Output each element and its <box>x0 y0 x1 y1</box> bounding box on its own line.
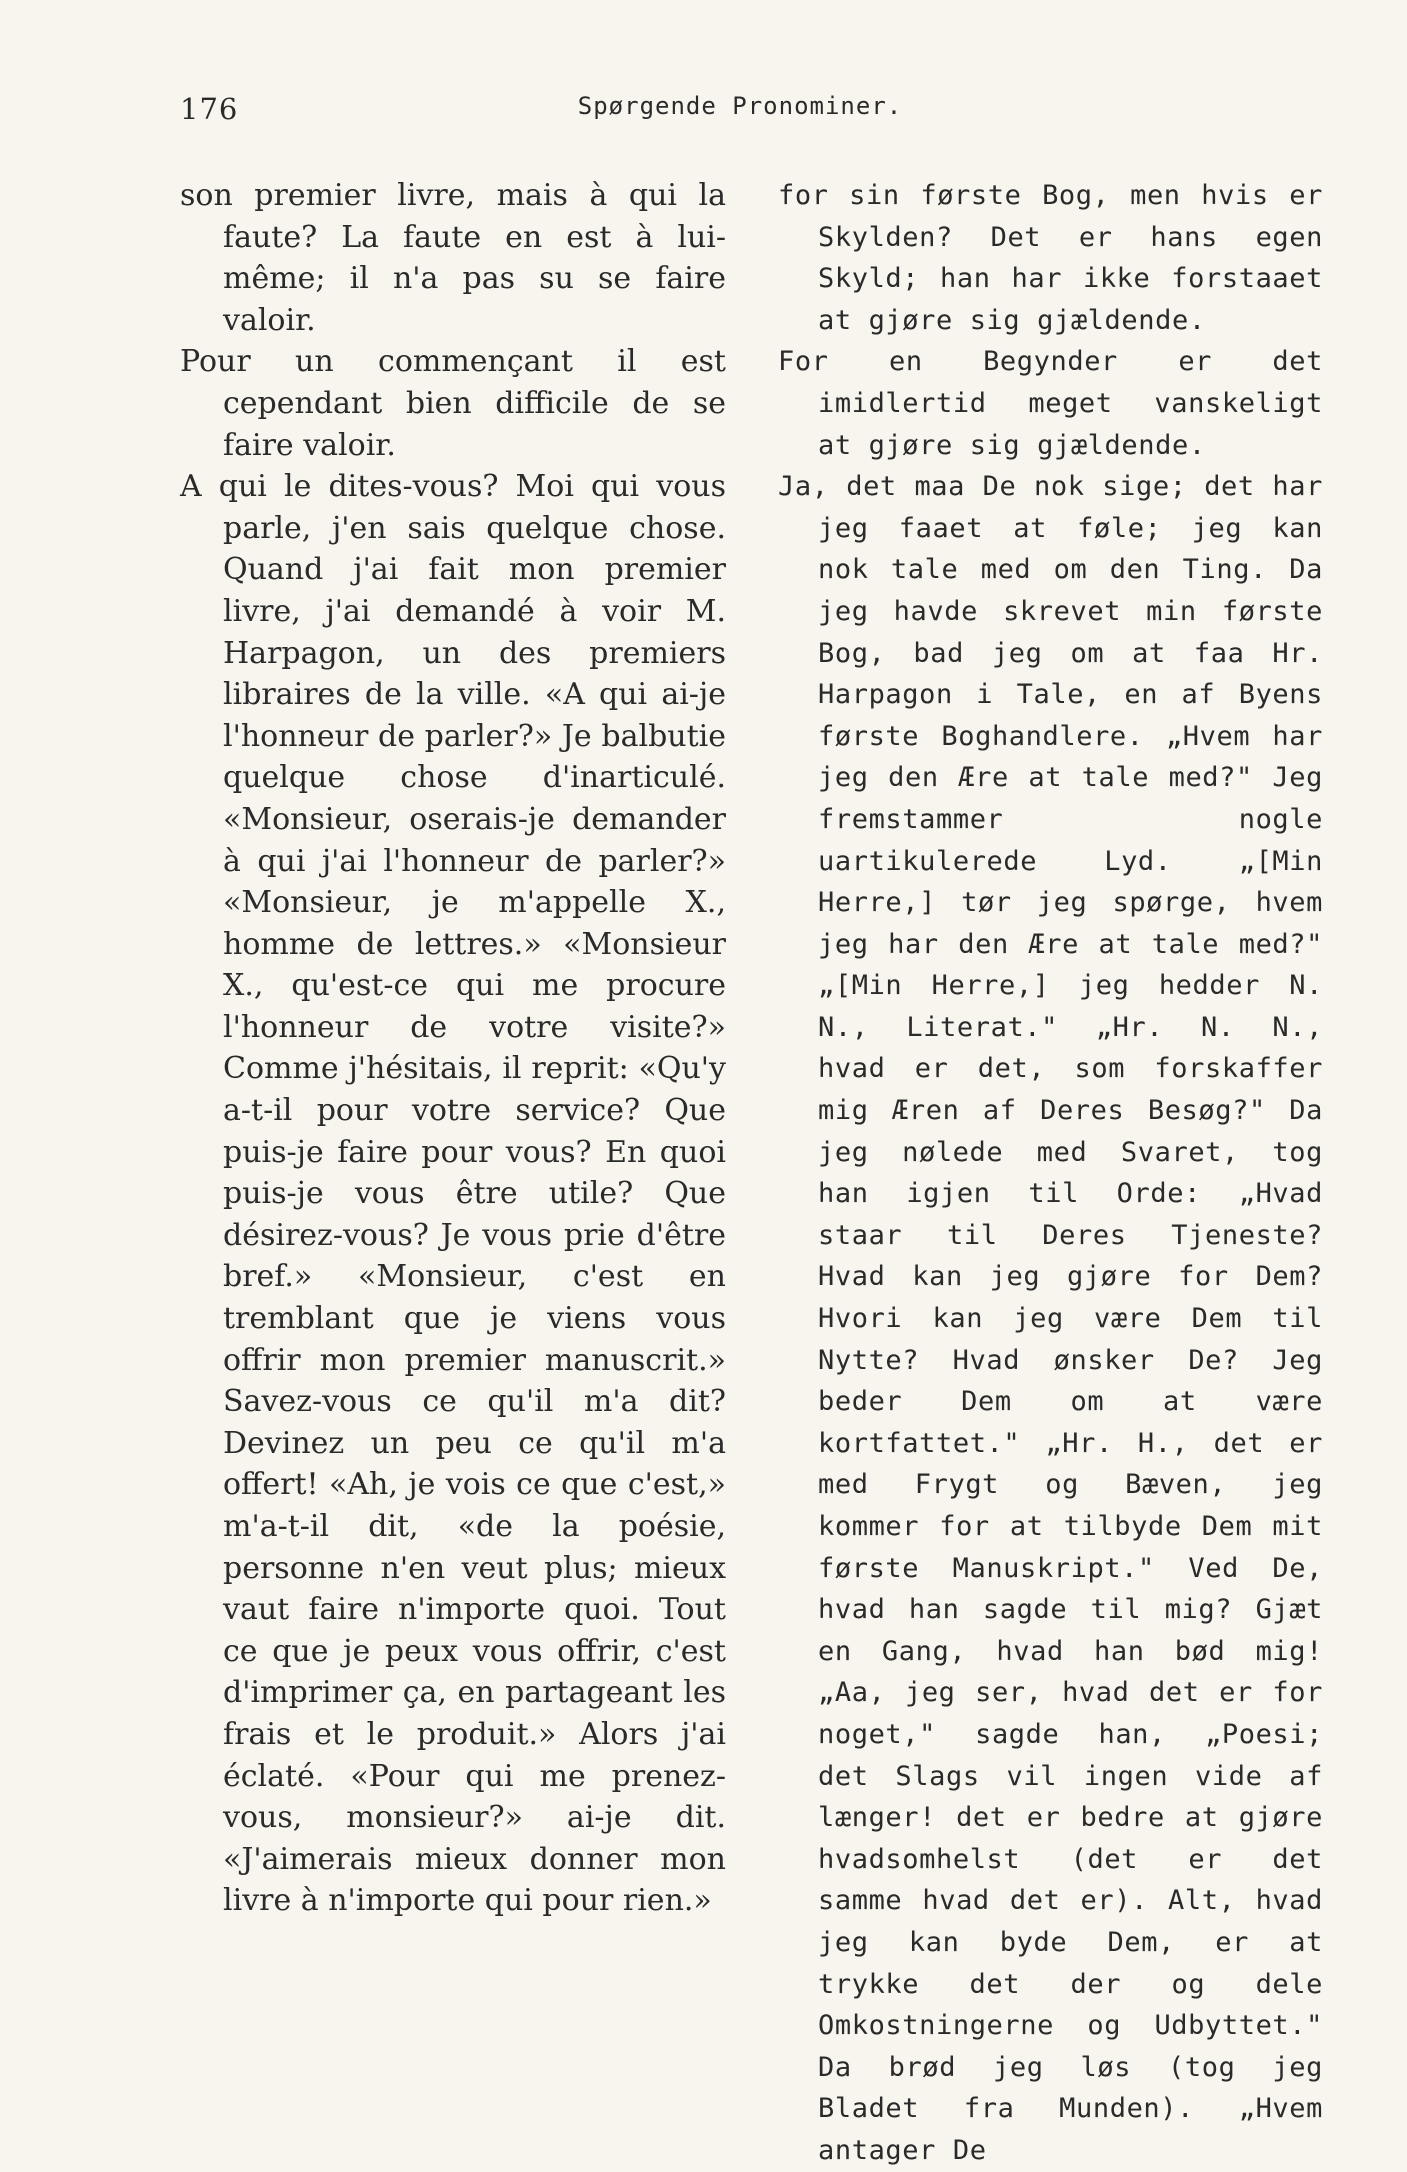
paragraph: A qui le dites-vous? Moi qui vous parle, j'en sais quelque chose. Quand j'ai fait mon premier livre, j'ai demandé à voir M. Harpagon, un des premiers libraires de la ville. «A qui ai-je l'honneur de parler?» Je balbutie quelque chose d'inarticulé. «Monsieur, oserais-je demander à qui j'ai l'honneur de parler?» «Monsieur, je m'appelle X., homme de lettres.» «Monsieur X., qu'est-ce qui me procure l'honneur de votre visite?» Comme j'hésitais, il reprit: «Qu'y a-t-il pour votre service? Que puis-je faire pour vous? En quoi puis-je vous être utile? Que désirez-vous? Je vous prie d'être bref.» «Monsieur, c'est en tremblant que je viens vous offrir mon premier manuscrit.» Savez-vous ce qu'il m'a dit? Devinez un peu ce qu'il m'a offert! «Ah, je vois ce que c'est,» m'a-t-il dit, «de la poésie, personne n'en veut plus; mieux vaut faire n'importe quoi. Tout ce que je peux vous offrir, c'est d'imprimer ça, en partageant les frais et le produit.» Alors j'ai éclaté. «Pour qui me prenez-vous, monsieur?» ai-je dit. «J'aimerais mieux donner mon livre à n'importe qui pour rien.» <box>180 469 726 1919</box>
paragraph: son premier livre, mais à qui la faute? La faute en est à lui-même; il n'a pas su se faire valoir. <box>180 178 726 338</box>
page-header <box>180 92 1240 132</box>
paragraph: for sin første Bog, men hvis er Skylden? Det er hans egen Skyld; han har ikke forstaaet at gjøre sig gjældende. <box>778 180 1323 336</box>
french-column <box>180 175 726 1922</box>
paragraph: Pour un commençant il est cependant bien difficile de se faire valoir. <box>180 344 726 463</box>
page-number: 176 <box>180 92 239 126</box>
running-title: Spørgende Pronominer. <box>577 92 903 120</box>
paragraph: For en Begynder er det imidlertid meget vanskeligt at gjøre sig gjældende. <box>778 346 1323 461</box>
paragraph: Ja, det maa De nok sige; det har jeg faaet at føle; jeg kan nok tale med om den Ting. Da jeg havde skrevet min første Bog, bad jeg om at faa Hr. Harpagon i Tale, en af Byens første Boghandlere. „Hvem har jeg den Ære at tale med?" Jeg fremstammer nogle uartikulerede Lyd. „[Min Herre,] tør jeg spørge, hvem jeg har den Ære at tale med?" „[Min Herre,] jeg hedder N. N., Literat." „Hr. N. N., hvad er det, som forskaffer mig Æren af Deres Besøg?" Da jeg nølede med Svaret, tog han igjen til Orde: „Hvad staar til Deres Tjeneste? Hvad kan jeg gjøre for Dem? Hvori kan jeg være Dem til Nytte? Hvad ønsker De? Jeg beder Dem om at være kortfattet." „Hr. H., det er med Frygt og Bæven, jeg kommer for at tilbyde Dem mit første Manuskript." Ved De, hvad han sagde til mig? Gjæt en Gang, hvad han bød mig! „Aa, jeg ser, hvad det er for noget," sagde han, „Poesi; det Slags vil ingen vide af længer! det er bedre at gjøre hvadsomhelst (det er det samme hvad det er). Alt, hvad jeg kan byde Dem, er at trykke det der og dele Omkostningerne og Udbyttet." Da brød jeg løs (tog jeg Bladet fra Munden). „Hvem antager De <box>778 471 1323 2166</box>
danish-column <box>778 175 1323 2172</box>
